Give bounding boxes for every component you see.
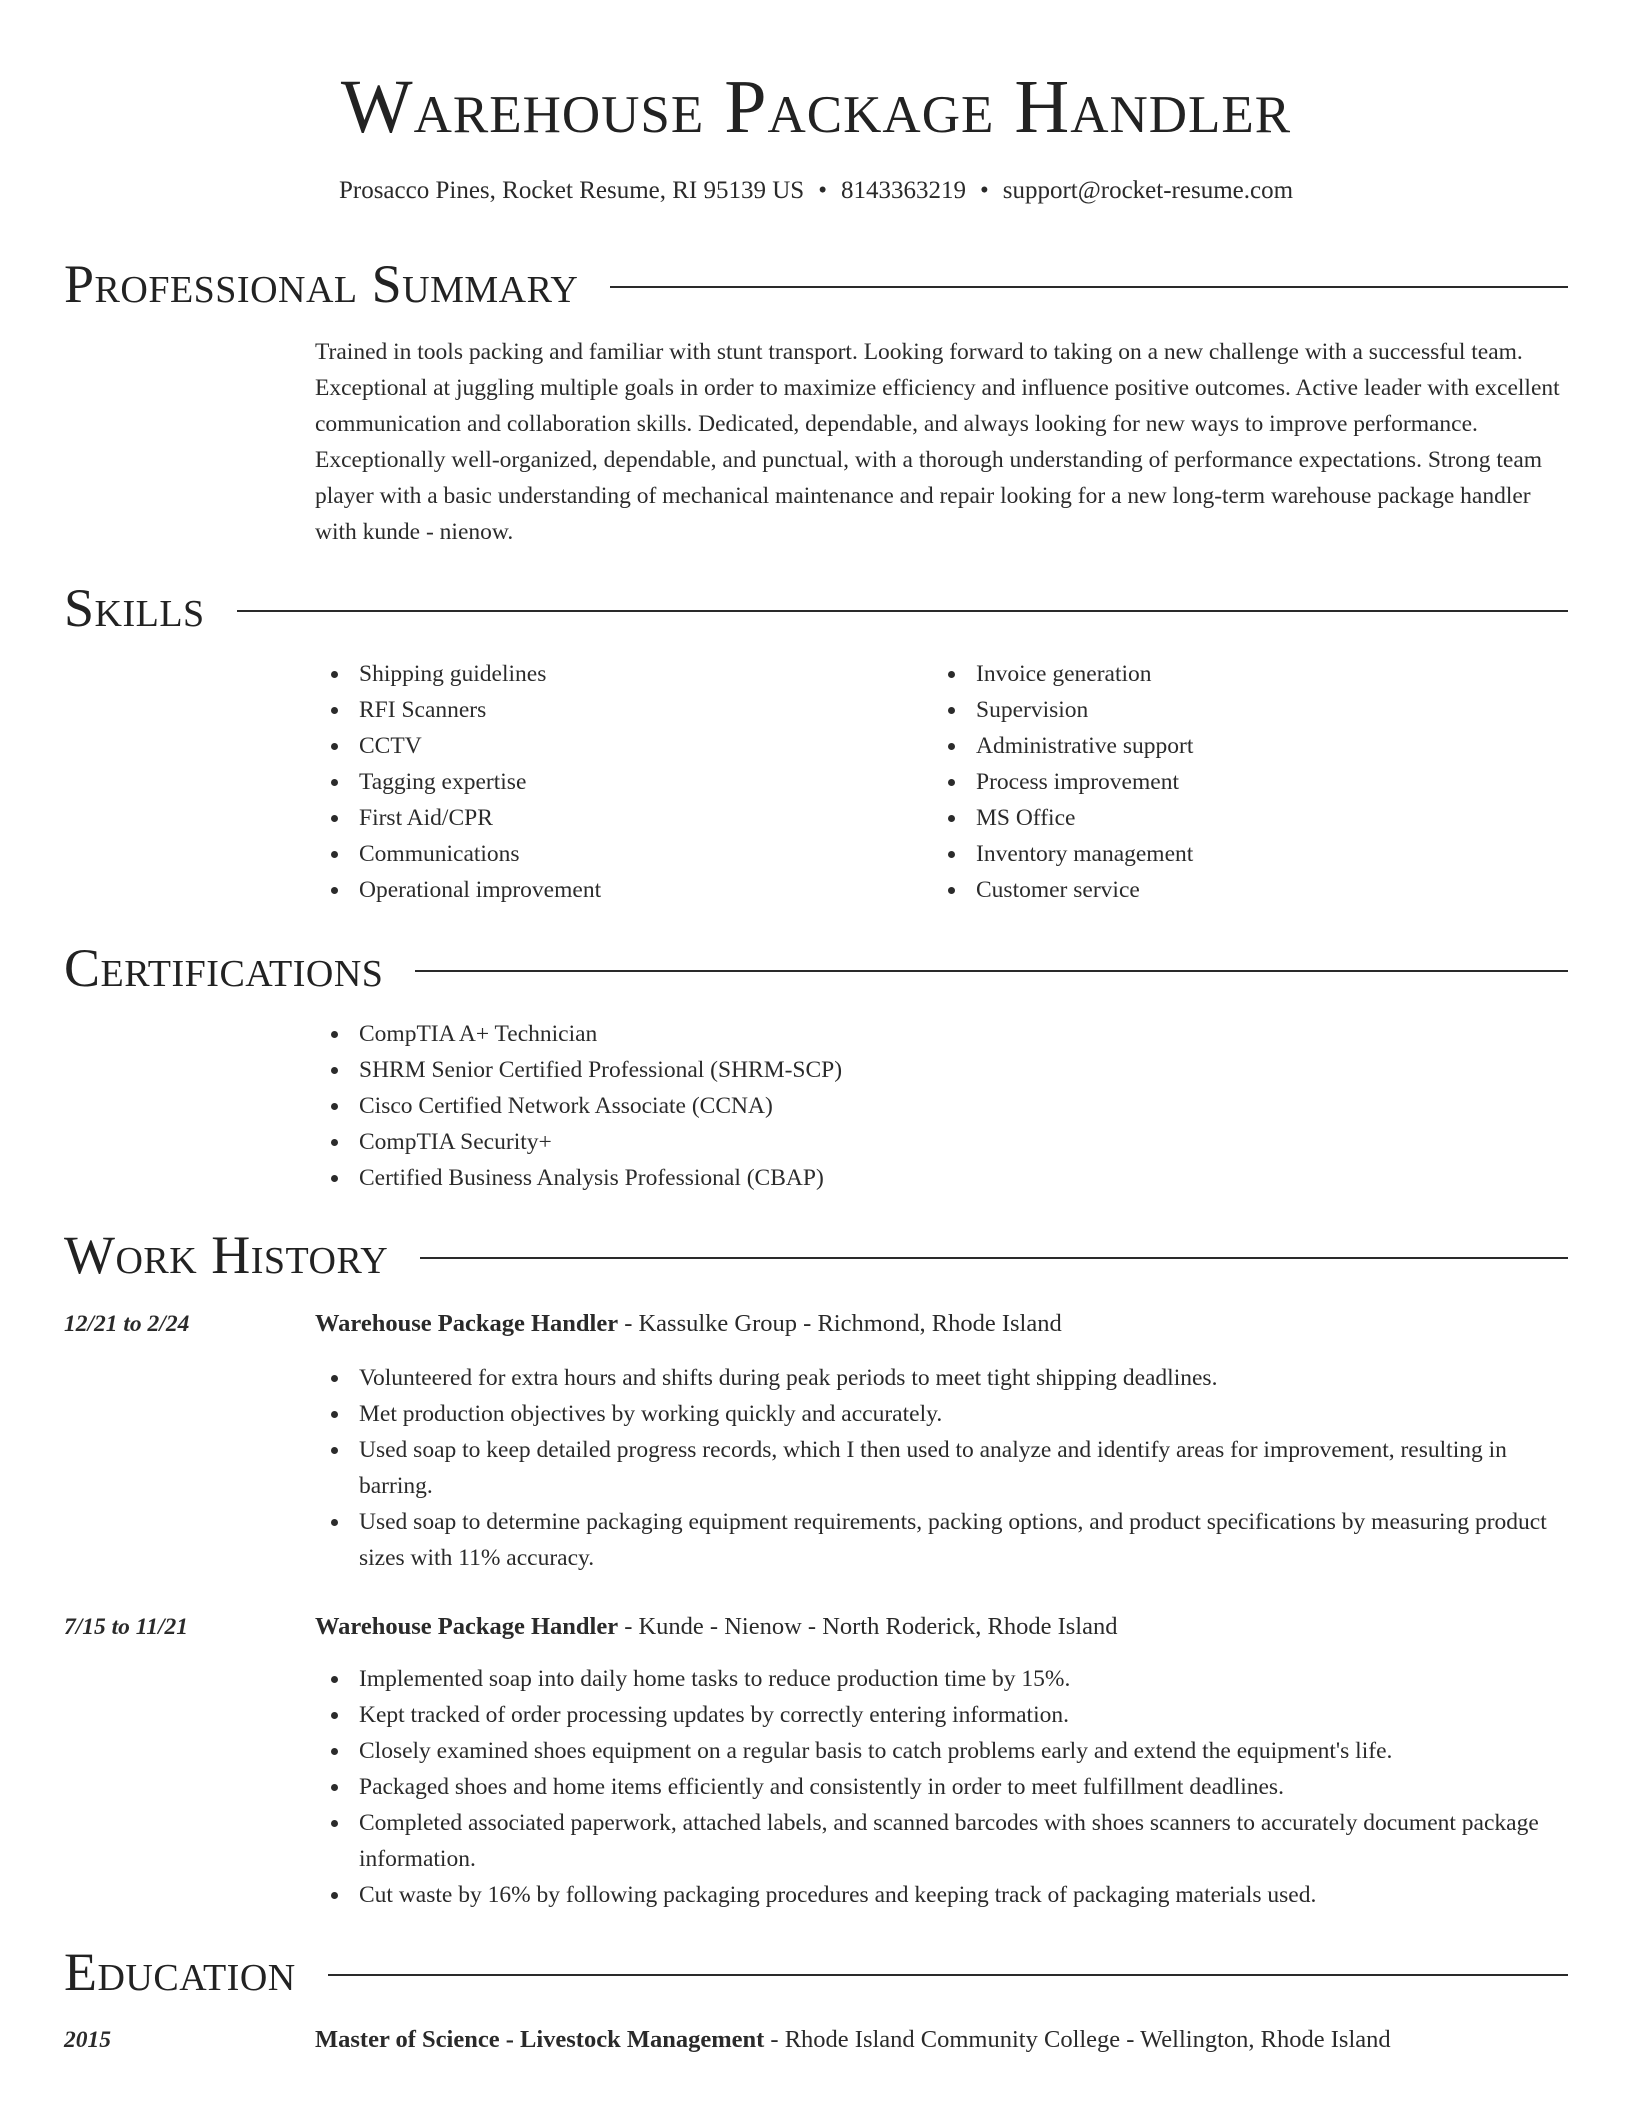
job-bullet: Used soap to determine packaging equipment requirements, packing options, and product specifications by measuring product sizes with 11% accuracy.	[315, 1504, 1568, 1576]
skills-column-left	[315, 656, 932, 908]
certification-item: CompTIA Security+	[315, 1124, 1568, 1160]
certification-item: SHRM Senior Certified Professional (SHRM-SCP)	[315, 1052, 1568, 1088]
section-divider	[328, 1974, 1568, 1976]
section-divider	[610, 286, 1568, 288]
section-divider	[420, 1257, 1568, 1259]
skill-item: Inventory management	[932, 836, 1549, 872]
summary-title: Professional Summary	[64, 254, 579, 314]
skill-item: Administrative support	[932, 728, 1549, 764]
contact-separator: •	[818, 177, 827, 204]
work-title: Work History	[64, 1225, 389, 1285]
education-degree: Master of Science - Livestock Management	[315, 2026, 765, 2053]
job-dates: 7/15 to 11/21	[64, 1614, 189, 1640]
job-dates: 12/21 to 2/24	[64, 1311, 190, 1337]
job-details: - Kunde - Nienow - North Roderick, Rhode Island	[618, 1613, 1118, 1640]
job-bullets	[315, 1661, 1568, 1913]
job-role: Warehouse Package Handler	[315, 1310, 619, 1337]
job-bullet: Cut waste by 16% by following packaging procedures and keeping track of packaging materials used.	[315, 1877, 1568, 1913]
certifications-title: Certifications	[64, 938, 384, 998]
job-details: - Kassulke Group - Richmond, Rhode Island	[618, 1310, 1062, 1337]
certification-item: CompTIA A+ Technician	[315, 1016, 1568, 1052]
certifications-list	[315, 1016, 1568, 1196]
summary-text: Trained in tools packing and familiar with stunt transport. Looking forward to taking on a new challenge with a successful team. Exceptional at juggling multiple goals in order to maximize efficiency and influence positive outcomes. Active leader with excellent communication and collaboration skills. Dedicated, dependable, and always looking for new ways to improve performance. Exceptionally well-organized, dependable, and punctual, with a thorough understanding of performance expectations. Strong team player with a basic understanding of mechanical maintenance and repair looking for a new long-term warehouse package handler with kunde - nienow.	[315, 339, 1560, 545]
job-heading	[315, 1306, 1568, 1342]
job-bullet: Met production objectives by working quickly and accurately.	[315, 1396, 1568, 1432]
skills-list	[315, 656, 1568, 908]
education-details: - Rhode Island Community College - Wellington, Rhode Island	[764, 2026, 1391, 2053]
education-title: Education	[64, 1942, 296, 2002]
contact-separator: •	[979, 177, 989, 204]
contact-phone: 8143363219	[840, 177, 966, 204]
skill-item: CCTV	[315, 728, 932, 764]
education-heading	[315, 2022, 1568, 2058]
job-bullet: Used soap to keep detailed progress records, which I then used to analyze and identify areas for improvement, resulting in barring.	[315, 1432, 1568, 1504]
job-bullet: Volunteered for extra hours and shifts during peak periods to meet tight shipping deadlines.	[315, 1360, 1568, 1396]
education-year: 2015	[64, 2027, 111, 2053]
job-role: Warehouse Package Handler	[315, 1613, 619, 1640]
skill-item: Communications	[315, 836, 932, 872]
job-bullet: Implemented soap into daily home tasks to reduce production time by 15%.	[315, 1661, 1568, 1697]
section-divider	[237, 610, 1568, 612]
skills-column-right	[932, 656, 1549, 908]
skill-item: Customer service	[932, 872, 1549, 908]
work-section-header	[64, 1223, 1568, 1287]
job-bullet: Closely examined shoes equipment on a regular basis to catch problems early and extend the equipment's life.	[315, 1733, 1568, 1769]
skill-item: Operational improvement	[315, 872, 932, 908]
contact-email: support@rocket-resume.com	[1002, 177, 1294, 204]
section-divider	[415, 970, 1568, 972]
job-bullet: Completed associated paperwork, attached labels, and scanned barcodes with shoes scanners to accurately document package information.	[315, 1805, 1568, 1877]
contact-line	[0, 174, 1632, 208]
skill-item: Invoice generation	[932, 656, 1549, 692]
skill-item: Process improvement	[932, 764, 1549, 800]
skill-item: MS Office	[932, 800, 1549, 836]
skill-item: Shipping guidelines	[315, 656, 932, 692]
skill-item: Supervision	[932, 692, 1549, 728]
certification-item: Cisco Certified Network Associate (CCNA)	[315, 1088, 1568, 1124]
resume-name: Warehouse Package Handler	[340, 65, 1292, 149]
skill-item: First Aid/CPR	[315, 800, 932, 836]
job-bullet: Packaged shoes and home items efficiently and consistently in order to meet fulfillment deadlines.	[315, 1769, 1568, 1805]
certifications-section-header	[64, 936, 1568, 1000]
education-section-header	[64, 1940, 1568, 2004]
contact-address: Prosacco Pines, Rocket Resume, RI 95139 US	[338, 177, 805, 204]
certification-item: Certified Business Analysis Professional (CBAP)	[315, 1160, 1568, 1196]
skill-item: RFI Scanners	[315, 692, 932, 728]
job-heading	[315, 1609, 1568, 1645]
job-bullet: Kept tracked of order processing updates by correctly entering information.	[315, 1697, 1568, 1733]
skills-title: Skills	[64, 578, 205, 638]
skills-section-header	[64, 576, 1568, 640]
job-bullets	[315, 1360, 1568, 1576]
summary-section-header	[64, 252, 1568, 316]
skill-item: Tagging expertise	[315, 764, 932, 800]
